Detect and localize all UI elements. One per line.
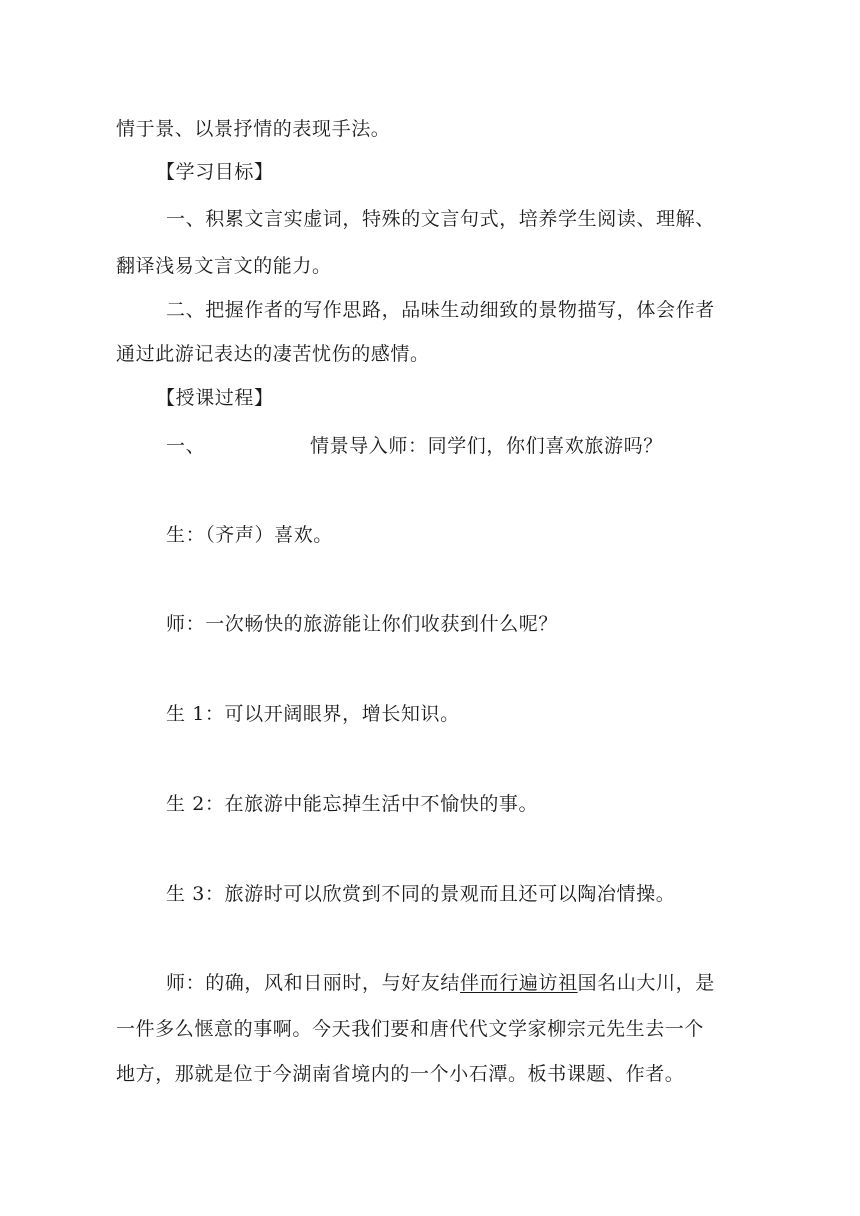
dialogue-line: 生：（齐声）喜欢。	[166, 524, 333, 546]
dialogue-line: 生 2：在旅游中能忘掉生活中不愉快的事。	[166, 793, 539, 815]
objective-two-line: 二、把握作者的写作思路，品味生动细致的景物描写，体会作者	[166, 299, 715, 321]
objective-two-line: 通过此游记表达的凄苦忧伤的感情。	[116, 343, 430, 365]
dialogue-line: 生 3：旅游时可以欣赏到不同的景观而且还可以陶冶情操。	[166, 883, 676, 905]
section-heading-objectives: 【学习目标】	[156, 161, 274, 183]
dialogue-line: 师：一次畅快的旅游能让你们收获到什么呢？	[166, 613, 559, 635]
closing-line	[166, 971, 715, 995]
closing-text: 国名山大川，是	[577, 972, 715, 994]
closing-text: 师：的确，风和日丽时，与好友结	[166, 972, 461, 994]
objective-one-line: 一、积累文言实虚词，特殊的文言句式，培养学生阅读、理解、	[166, 208, 715, 230]
intro-text: 情景导入师：同学们，你们喜欢旅游吗？	[310, 435, 663, 457]
section-heading-process: 【授课过程】	[156, 387, 274, 409]
objective-one-line: 翻译浅易文言文的能力。	[116, 255, 332, 277]
underlined-text: 伴而行遍访祖	[460, 972, 578, 994]
intro-number: 一、	[166, 435, 206, 457]
paragraph-line: 情于景、以景抒情的表现手法。	[116, 118, 391, 140]
closing-line: 地方，那就是位于今湖南省境内的一个小石潭。板书课题、作者。	[116, 1063, 685, 1085]
dialogue-line: 生 1：可以开阔眼界，增长知识。	[166, 703, 460, 725]
closing-line: 一件多么惬意的事啊。今天我们要和唐代代文学家柳宗元先生去一个	[116, 1018, 705, 1040]
